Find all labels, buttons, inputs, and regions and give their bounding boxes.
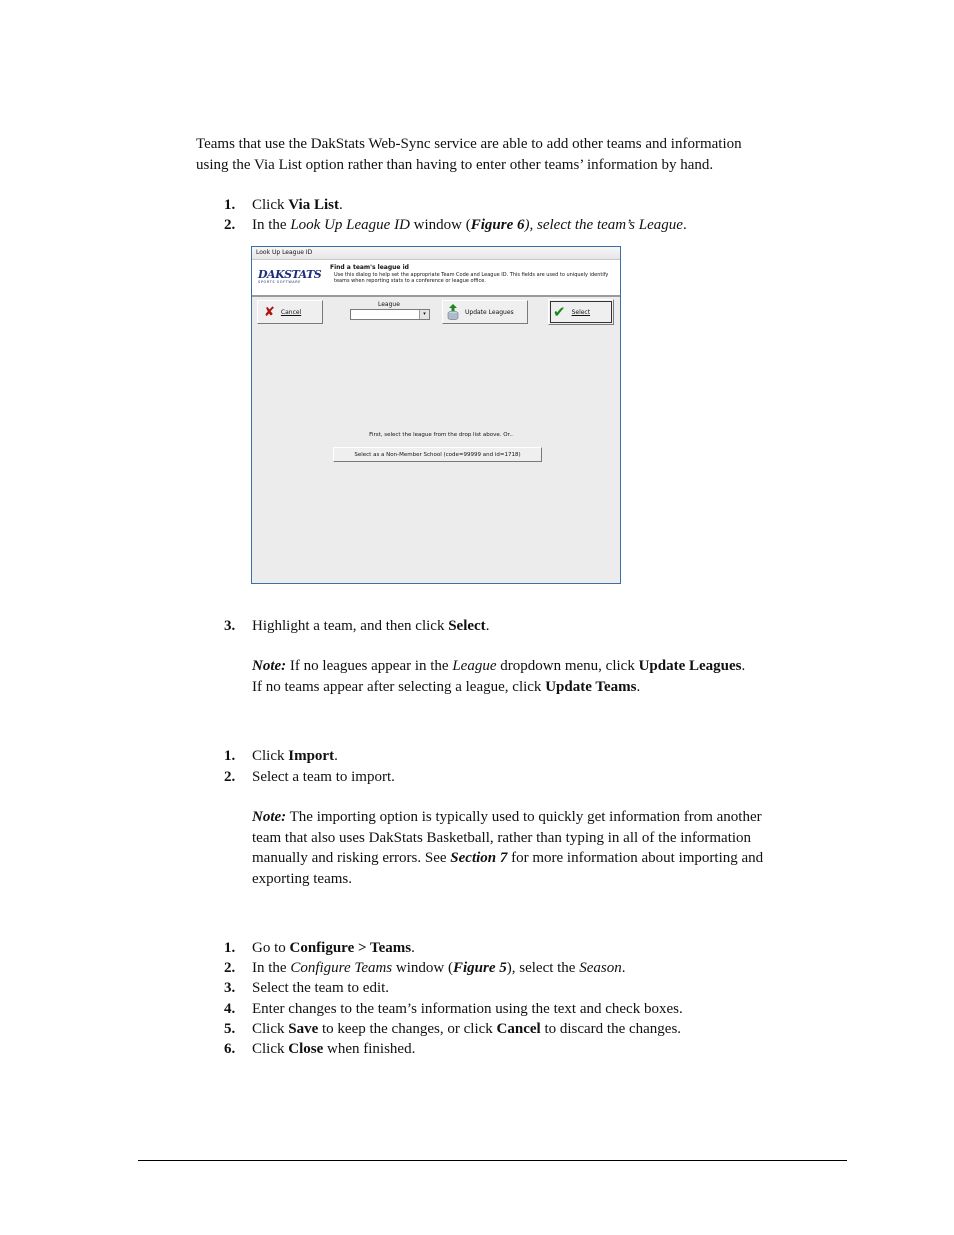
edit-step-2: 2. In the Configure Teams window (Figure 5), select the Season.	[224, 960, 626, 976]
dialog-header	[252, 260, 620, 297]
dakstats-logo: DAKSTATS SPORTS SOFTWARE	[258, 268, 322, 284]
intro-paragraph	[196, 134, 846, 175]
dialog-header-title: Find a team's league id	[330, 264, 409, 271]
intro-line-1: Teams that use the DakStats Web-Sync service are able to add other teams and information	[196, 136, 742, 152]
dialog-hint-text: First, select the league from the drop list above. Or..	[369, 432, 513, 438]
via-list-step-3: 3. Highlight a team, and then click Select.	[224, 618, 490, 634]
footer-rule	[138, 1160, 847, 1161]
edit-step-5: 5. Click Save to keep the changes, or click Cancel to discard the changes.	[224, 1021, 682, 1037]
checkmark-icon: ✔	[553, 302, 566, 321]
import-note: Note: The importing option is typically used to quickly get information from another team that also uses DakStats Basketball, rather than typing in all of the information manually and risking errors. See Section 7 for more information about importing and exporting teams.	[252, 809, 764, 887]
dialog-titlebar: Look Up League ID	[252, 247, 620, 260]
league-dropdown[interactable]	[350, 309, 430, 320]
select-button[interactable]: ✔ Select	[548, 299, 614, 325]
update-leagues-button[interactable]: Update Leagues	[442, 300, 528, 324]
edit-step-4: 4. Enter changes to the team’s information using the text and check boxes.	[224, 1001, 683, 1017]
via-list-step-2: 2. In the Look Up League ID window (Figure 6), select the team’s League.	[224, 217, 687, 233]
via-list-note: Note: If no leagues appear in the League dropdown menu, click Update Leagues. If no teams appear after selecting a league, click Update Teams.	[252, 658, 746, 695]
edit-step-6: 6. Click Close when finished.	[224, 1041, 416, 1057]
via-list-step-1: 1. Click Via List.	[224, 197, 343, 213]
edit-step-3: 3. Select the team to edit.	[224, 980, 390, 996]
league-label: League	[378, 301, 400, 308]
dialog-header-description: Use this dialog to help set the appropriate Team Code and League ID. This fields are used to uniquely identify teams when reporting stats to a conference or league office.	[334, 272, 609, 284]
import-step-1: 1. Click Import.	[224, 748, 338, 764]
chevron-down-icon[interactable]: ▾	[419, 310, 429, 319]
edit-step-1: 1. Go to Configure > Teams.	[224, 940, 415, 956]
look-up-league-dialog	[251, 246, 621, 584]
import-step-2: 2. Select a team to import.	[224, 769, 395, 785]
non-member-school-button[interactable]: Select as a Non-Member School (code=99999 and id=1718)	[333, 447, 542, 462]
close-icon: ✘	[264, 304, 275, 320]
database-download-icon	[447, 304, 459, 320]
intro-line-2: using the Via List option rather than having to enter other teams’ information by hand.	[196, 156, 714, 173]
cancel-button[interactable]: ✘ Cancel	[257, 300, 323, 324]
